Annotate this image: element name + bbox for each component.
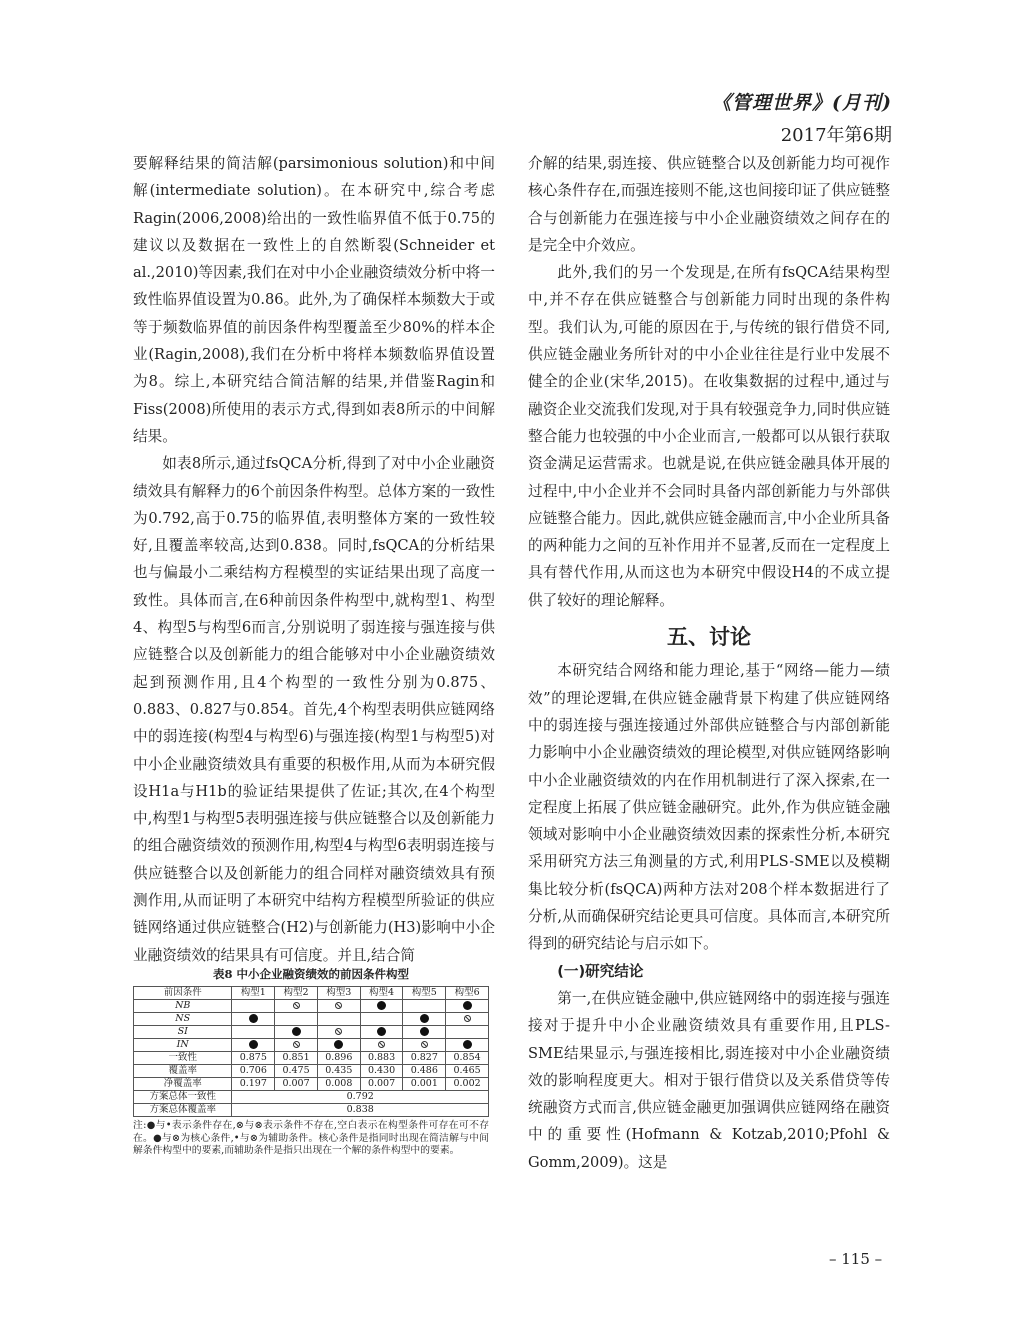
table-row <box>134 1078 489 1091</box>
condition-row <box>134 1039 489 1052</box>
table-cell: 0.486 <box>403 1065 446 1078</box>
small-absent-symbol <box>378 1041 385 1048</box>
big-filled-symbol <box>463 1001 472 1010</box>
table-cell: 0.851 <box>275 1052 318 1065</box>
big-filled-symbol <box>463 1040 472 1049</box>
table-cell: 0.002 <box>446 1078 489 1091</box>
table-cell: 0.792 <box>232 1091 489 1104</box>
table-header-cell: 构型6 <box>446 987 489 1000</box>
table-header-cell: 构型1 <box>232 987 275 1000</box>
table-header-row <box>134 987 489 1000</box>
table-cell: 0.435 <box>317 1065 360 1078</box>
conclusion-paragraph: 第一,在供应链金融中,供应链网络中的弱连接与强连接对于提升中小企业融资绩效具有重要作用,且PLS-SME结果显示,与强连接相比,弱连接对中小企业融资绩效的影响程度更大。相对于银行借贷以及关系借贷等传统融资方式而言,供应链金融更加强调供应链网络在融资中的重要性(Hofmann & Kotzab,2010;Pfohl & Gomm,2009)。这是 <box>528 989 890 1171</box>
big-filled-symbol <box>420 1014 429 1023</box>
row-label: 净覆盖率 <box>134 1078 232 1091</box>
condition-label: NS <box>134 1013 232 1026</box>
small-absent-symbol <box>293 1002 300 1009</box>
configuration-table <box>133 986 489 1117</box>
condition-cell <box>360 1013 403 1026</box>
condition-cell <box>403 1039 446 1052</box>
condition-cell <box>232 1026 275 1039</box>
condition-cell <box>275 1013 318 1026</box>
big-filled-symbol <box>420 1027 429 1036</box>
subsection-title: (一)研究结论 <box>557 962 644 980</box>
left-column <box>133 150 495 969</box>
condition-rows <box>134 1000 489 1052</box>
right-paragraph-1: 介解的结果,弱连接、供应链整合以及创新能力均可视作核心条件存在,而强连接则不能,这也间接印证了供应链整合与创新能力在强连接与中小企业融资绩效之间存在的是完全中介效应。 <box>528 155 890 254</box>
condition-cell <box>275 1039 318 1052</box>
big-filled-symbol <box>334 1040 343 1049</box>
small-absent-symbol <box>421 1041 428 1048</box>
table-cell: 0.430 <box>360 1065 403 1078</box>
table-header-cell: 前因条件 <box>134 987 232 1000</box>
table-cell: 0.001 <box>403 1078 446 1091</box>
discussion-paragraph: 本研究结合网络和能力理论,基于“网络—能力—绩效”的理论逻辑,在供应链金融背景下构建了供应链网络中的弱连接与强连接通过外部供应链整合与内部创新能力影响中小企业融资绩效的理论模型,对供应链网络影响中小企业融资绩效的内在作用机制进行了深入探索,在一定程度上拓展了供应链金融研究。此外,作为供应链金融领域对影响中小企业融资绩效因素的探索性分析,本研究采用研究方法三角测量的方式,利用PLS-SME以及模糊集比较分析(fsQCA)两种方法对208个样本数据进行了分析,从而确保研究结论更具可信度。具体而言,本研究所得到的研究结论与启示如下。 <box>528 662 890 953</box>
condition-row <box>134 1013 489 1026</box>
row-label: 一致性 <box>134 1052 232 1065</box>
condition-label: NB <box>134 1000 232 1013</box>
table-cell: 0.883 <box>360 1052 403 1065</box>
condition-row <box>134 1026 489 1039</box>
table-cell: 0.007 <box>275 1078 318 1091</box>
table-row <box>134 1065 489 1078</box>
table-cell: 0.854 <box>446 1052 489 1065</box>
condition-cell <box>360 1026 403 1039</box>
condition-row <box>134 1000 489 1013</box>
table-cell: 0.465 <box>446 1065 489 1078</box>
right-paragraph-2: 此外,我们的另一个发现是,在所有fsQCA结果构型中,并不存在供应链整合与创新能力同时出现的条件构型。我们认为,可能的原因在于,与传统的银行借贷不同,供应链金融业务所针对的中小企业往往是行业中发展不健全的企业(宋华,2015)。在收集数据的过程中,通过与融资企业交流我们发现,对于具有较强竞争力,同时供应链整合能力也较强的中小企业而言,一般都可以从银行获取资金满足运营需求。也就是说,在供应链金融具体开展的过程中,中小企业并不会同时具备内部创新能力与外部供应链整合能力。因此,就供应链金融而言,中小企业所具备的两种能力之间的互补作用并不显著,反而在一定程度上具有替代作用,从而这也为本研究中假设H4的不成立提供了较好的理论解释。 <box>528 264 890 609</box>
running-header <box>712 88 892 147</box>
table-cell: 0.475 <box>275 1065 318 1078</box>
condition-cell <box>403 1000 446 1013</box>
left-paragraph-1: 要解释结果的简洁解(parsimonious solution)和中间解(intermediate solution)。在本研究中,综合考虑Ragin(2006,2008)给出的一致性临界值不低于0.75的建议以及数据在一致性上的自然断裂(Schneider et al.,2010)等因素,我们在对中小企业融资绩效分析中将一致性临界值设置为0.86。此外,为了确保样本频数大于或等于频数临界值的前因条件构型覆盖至少80%的样本企业(Ragin,2008),我们在分析中将样本频数临界值设置为8。综上,本研究结合简洁解的结果,并借鉴Ragin和Fiss(2008)所使用的表示方式,得到如表8所示的中间解结果。 <box>133 155 495 445</box>
table-header-cell: 构型4 <box>360 987 403 1000</box>
table-title: 表8 中小企业融资绩效的前因条件构型 <box>212 967 409 981</box>
condition-cell <box>317 1000 360 1013</box>
condition-label: SI <box>134 1026 232 1039</box>
page-number: – 115 – <box>829 1250 883 1268</box>
condition-cell <box>275 1026 318 1039</box>
condition-label: IN <box>134 1039 232 1052</box>
table-cell: 0.827 <box>403 1052 446 1065</box>
small-absent-symbol <box>293 1041 300 1048</box>
issue-label: 2017年第6期 <box>780 125 892 146</box>
condition-cell <box>232 1039 275 1052</box>
right-column <box>528 150 890 1176</box>
table-cell: 0.706 <box>232 1065 275 1078</box>
condition-cell <box>275 1000 318 1013</box>
condition-cell <box>403 1013 446 1026</box>
table-row <box>134 1104 489 1117</box>
table-cell: 0.838 <box>232 1104 489 1117</box>
big-filled-symbol <box>249 1014 258 1023</box>
condition-cell <box>446 1000 489 1013</box>
row-label: 覆盖率 <box>134 1065 232 1078</box>
table-cell: 0.197 <box>232 1078 275 1091</box>
condition-cell <box>317 1026 360 1039</box>
condition-cell <box>446 1013 489 1026</box>
small-absent-symbol <box>335 1028 342 1035</box>
small-absent-symbol <box>464 1015 471 1022</box>
condition-cell <box>317 1039 360 1052</box>
row-label: 方案总体覆盖率 <box>134 1104 232 1117</box>
condition-cell <box>317 1013 360 1026</box>
table-note: 注:●与•表示条件存在,⊗与⊗表示条件不存在,空白表示在构型条件可存在可不存在。●与⊗为核心条件,•与⊗为辅助条件。核心条件是指同时出现在简洁解与中间解条件构型中的要素,而辅助条件是指只出现在一个解的条件构型中的要素。 <box>133 1120 489 1157</box>
row-label: 方案总体一致性 <box>134 1091 232 1104</box>
table-cell: 0.007 <box>360 1078 403 1091</box>
journal-title: 《管理世界》(月刊) <box>712 92 892 114</box>
condition-cell <box>446 1039 489 1052</box>
table-row <box>134 1091 489 1104</box>
condition-cell <box>232 1000 275 1013</box>
big-filled-symbol <box>377 1027 386 1036</box>
small-absent-symbol <box>335 1002 342 1009</box>
condition-cell <box>403 1026 446 1039</box>
table-cell: 0.896 <box>317 1052 360 1065</box>
condition-cell <box>232 1013 275 1026</box>
table-8 <box>133 966 489 1158</box>
big-filled-symbol <box>377 1001 386 1010</box>
table-cell: 0.875 <box>232 1052 275 1065</box>
condition-cell <box>360 1039 403 1052</box>
condition-cell <box>360 1000 403 1013</box>
table-header-cell: 构型2 <box>275 987 318 1000</box>
table-header-cell: 构型3 <box>317 987 360 1000</box>
big-filled-symbol <box>292 1027 301 1036</box>
table-row <box>134 1052 489 1065</box>
stat-rows <box>134 1052 489 1117</box>
left-paragraph-2: 如表8所示,通过fsQCA分析,得到了对中小企业融资绩效具有解释力的6个前因条件构型。总体方案的一致性为0.792,高于0.75的临界值,表明整体方案的一致性较好,且覆盖率较高,达到0.838。同时,fsQCA的分析结果也与偏最小二乘结构方程模型的实证结果出现了高度一致性。具体而言,在6种前因条件构型中,就构型1、构型4、构型5与构型6而言,分别说明了弱连接与强连接与供应链整合以及创新能力的组合能够对中小企业融资绩效起到预测作用,且4个构型的一致性分别为0.875、0.883、0.827与0.854。首先,4个构型表明供应链网络中的弱连接(构型4与构型6)与强连接(构型1与构型5)对中小企业融资绩效具有重要的积极作用,从而为本研究假设H1a与H1b的验证结果提供了佐证;其次,在4个构型中,构型1与构型5表明强连接与供应链整合以及创新能力的组合融资绩效的预测作用,构型4与构型6表明弱连接与供应链整合以及创新能力的组合同样对融资绩效具有预测作用,从而证明了本研究中结构方程模型所验证的供应链网络通过供应链整合(H2)与创新能力(H3)影响中小企业融资绩效的结果具有可信度。并且,结合简 <box>133 455 495 964</box>
table-header-cell: 构型5 <box>403 987 446 1000</box>
condition-cell <box>446 1026 489 1039</box>
table-cell: 0.008 <box>317 1078 360 1091</box>
big-filled-symbol <box>249 1040 258 1049</box>
section-title: 五、讨论 <box>667 625 751 650</box>
